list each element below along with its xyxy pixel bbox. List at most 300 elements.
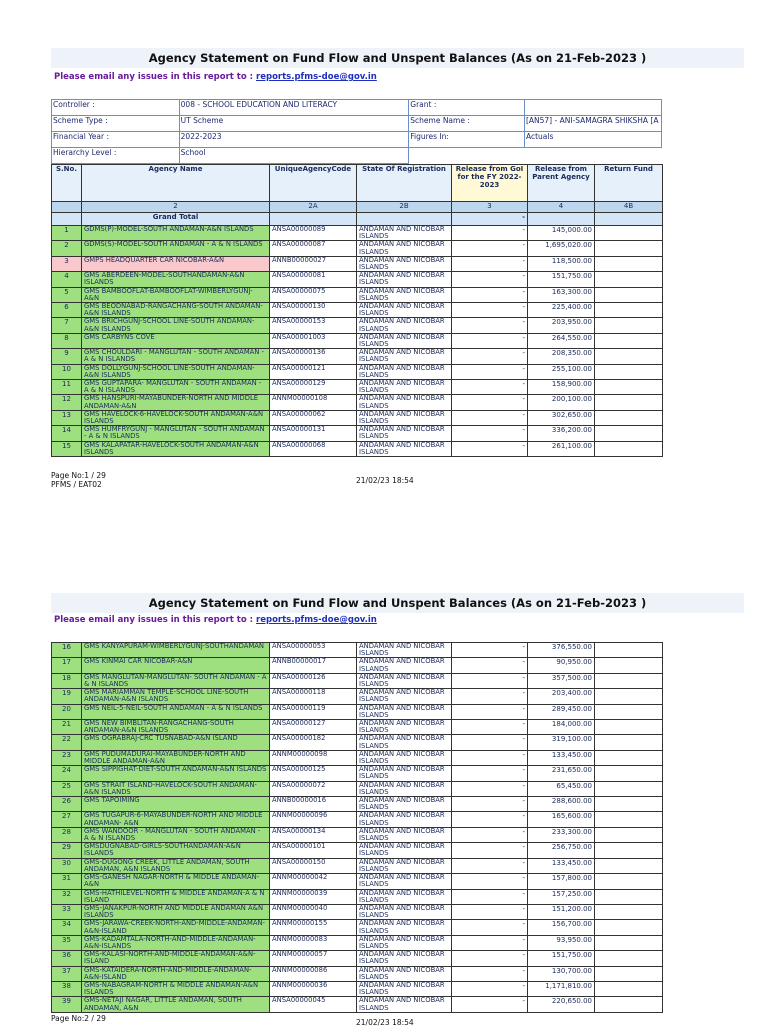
report-datetime: 21/02/23 18:54 (356, 476, 414, 485)
row-return-fund (595, 735, 663, 750)
row-sno: 21 (52, 720, 82, 735)
row-agency-name: GMS SIPPIGHAT-DIET-SOUTH ANDAMAN-A&N ISLANDS (82, 766, 270, 781)
row-return-fund (595, 256, 663, 271)
row-agency-code: ANNM00000036 (270, 981, 357, 996)
table-row (52, 812, 663, 827)
total-return (595, 213, 663, 226)
row-agency-name: GMS KALAPATAR-HAVELOCK-SOUTH ANDAMAN-A&N ISLANDS (82, 441, 270, 456)
page-number: Page No:2 / 29 (51, 1014, 106, 1023)
row-return-fund (595, 889, 663, 904)
row-agency-name: GMS-JANAKPUR-NORTH AND MIDDLE ANDAMAN A&N ISLANDS (82, 904, 270, 919)
row-state: ANDAMAN AND NICOBAR ISLANDS (357, 380, 452, 395)
row-release-parent: 133,450.00 (528, 750, 595, 765)
row-return-fund (595, 441, 663, 456)
row-agency-code: ANNM00000155 (270, 920, 357, 935)
colnum-agency: 2 (82, 202, 270, 213)
table-row (52, 643, 663, 658)
row-return-fund (595, 241, 663, 256)
row-state: ANDAMAN AND NICOBAR ISLANDS (357, 658, 452, 673)
row-agency-code: ANSA00000136 (270, 349, 357, 364)
row-release-parent: 319,100.00 (528, 735, 595, 750)
row-agency-code: ANSA00000118 (270, 689, 357, 704)
row-release-goi: - (452, 951, 528, 966)
row-release-goi: - (452, 843, 528, 858)
email-link[interactable]: reports.pfms-doe@gov.in (256, 72, 377, 82)
row-release-goi: - (452, 349, 528, 364)
row-release-parent: 130,700.00 (528, 966, 595, 981)
row-release-goi: - (452, 643, 528, 658)
row-sno: 3 (52, 256, 82, 271)
table-row (52, 858, 663, 873)
row-release-parent: 225,400.00 (528, 303, 595, 318)
row-agency-name: GMS PUDUMADURAI-MAYABUNDER-NORTH AND MIDDLE ANDAMAN-A&N (82, 750, 270, 765)
row-release-parent: 261,100.00 (528, 441, 595, 456)
row-state: ANDAMAN AND NICOBAR ISLANDS (357, 364, 452, 379)
row-release-parent: 1,171,810.00 (528, 981, 595, 996)
row-agency-name: GMS-NABAGRAM-NORTH & MIDDLE ANDAMAN-A&N ISLANDS (82, 981, 270, 996)
row-release-parent: 1,695,020.00 (528, 241, 595, 256)
row-state: ANDAMAN AND NICOBAR ISLANDS (357, 827, 452, 842)
row-release-parent: 255,100.00 (528, 364, 595, 379)
row-release-goi: - (452, 318, 528, 333)
row-return-fund (595, 766, 663, 781)
scheme-name-value: [AN57] - ANI-SAMAGRA SHIKSHA [A (524, 116, 661, 132)
report-title: Agency Statement on Fund Flow and Unspent Balances (As on 21-Feb-2023 ) (51, 48, 744, 68)
row-release-goi: - (452, 410, 528, 425)
row-release-goi: - (452, 935, 528, 950)
row-state: ANDAMAN AND NICOBAR ISLANDS (357, 333, 452, 348)
row-agency-code: ANSA00000129 (270, 380, 357, 395)
report-header-table (51, 99, 662, 164)
row-release-parent: 203,400.00 (528, 689, 595, 704)
table-row (52, 920, 663, 935)
row-return-fund (595, 658, 663, 673)
table-row (52, 735, 663, 750)
row-release-parent: 145,000.00 (528, 226, 595, 241)
row-release-goi: - (452, 904, 528, 919)
row-sno: 36 (52, 951, 82, 966)
table-row (52, 827, 663, 842)
row-return-fund (595, 380, 663, 395)
row-agency-code: ANNB00000017 (270, 658, 357, 673)
table-row (52, 689, 663, 704)
row-agency-name: GDMS(S)-MODEL-SOUTH ANDAMAN - A & N ISLANDS (82, 241, 270, 256)
header-spacer (409, 148, 525, 164)
row-agency-name: GMPS HEADQUARTER CAR NICOBAR-A&N (82, 256, 270, 271)
row-release-parent: 184,000.00 (528, 720, 595, 735)
row-agency-code: ANSA00000072 (270, 781, 357, 796)
row-return-fund (595, 364, 663, 379)
row-release-parent: 151,200.00 (528, 904, 595, 919)
table-row (52, 951, 663, 966)
row-return-fund (595, 226, 663, 241)
row-agency-name: GMS KANYAPURAM-WIMBERLYGUNJ-SOUTHANDAMAN (82, 643, 270, 658)
row-agency-code: ANNB00000027 (270, 256, 357, 271)
table-row (52, 441, 663, 456)
row-agency-name: GMS ABERDEEN-MODEL-SOUTHANDAMAN-A&N ISLANDS (82, 272, 270, 287)
row-return-fund (595, 689, 663, 704)
table-row (52, 797, 663, 812)
table-row (52, 287, 663, 302)
row-sno: 7 (52, 318, 82, 333)
row-agency-name: GMS-KALASI-NORTH-AND-MIDDLE-ANDAMAN-A&N-ISLAND (82, 951, 270, 966)
row-agency-code: ANNM00000108 (270, 395, 357, 410)
row-agency-code: ANNM00000098 (270, 750, 357, 765)
fy-value: 2022-2023 (179, 132, 409, 148)
row-release-parent: 133,450.00 (528, 858, 595, 873)
hierarchy-label: Hierarchy Level : (52, 148, 180, 164)
row-return-fund (595, 812, 663, 827)
table-row (52, 364, 663, 379)
row-agency-code: ANSA00000081 (270, 272, 357, 287)
row-agency-code: ANSA00000101 (270, 843, 357, 858)
row-agency-name: GMS TUGAPUR-6-MAYABUNDER-NORTH AND MIDDLE ANDAMAN- A&N (82, 812, 270, 827)
row-sno: 38 (52, 981, 82, 996)
total-code (270, 213, 357, 226)
colnum-sno (52, 202, 82, 213)
row-agency-code: ANSA00000075 (270, 287, 357, 302)
scheme-type-label: Scheme Type : (52, 116, 180, 132)
col-release-goi: Release from GoI for the FY 2022-2023 (452, 165, 528, 202)
table-row (52, 904, 663, 919)
figures-label: Figures In: (409, 132, 525, 148)
row-release-goi: - (452, 287, 528, 302)
row-sno: 2 (52, 241, 82, 256)
row-agency-name: GMS-JARAWA-CREEK-NORTH-AND-MIDDLE-ANDAMAN-A&N-ISLAND (82, 920, 270, 935)
row-sno: 4 (52, 272, 82, 287)
row-agency-name: GMS HANSPURI-MAYABUNDER-NORTH AND MIDDLE ANDAMAN-A&N (82, 395, 270, 410)
row-state: ANDAMAN AND NICOBAR ISLANDS (357, 720, 452, 735)
row-release-goi: - (452, 272, 528, 287)
row-release-parent: 220,650.00 (528, 997, 595, 1012)
email-link[interactable]: reports.pfms-doe@gov.in (256, 615, 377, 625)
row-return-fund (595, 966, 663, 981)
row-agency-code: ANSA00000087 (270, 241, 357, 256)
row-state: ANDAMAN AND NICOBAR ISLANDS (357, 349, 452, 364)
row-sno: 34 (52, 920, 82, 935)
row-agency-name: GMS CARBYNS COVE (82, 333, 270, 348)
table-row (52, 380, 663, 395)
row-release-goi: - (452, 256, 528, 271)
table-row (52, 395, 663, 410)
row-sno: 1 (52, 226, 82, 241)
row-agency-code: ANSA00000127 (270, 720, 357, 735)
row-state: ANDAMAN AND NICOBAR ISLANDS (357, 441, 452, 456)
row-release-parent: 264,550.00 (528, 333, 595, 348)
table-row (52, 303, 663, 318)
report-datetime: 21/02/23 18:54 (356, 1018, 414, 1027)
col-agency-code: UniqueAgencyCode (270, 165, 357, 202)
figures-value: Actuals (524, 132, 661, 148)
colnum-goi: 3 (452, 202, 528, 213)
row-sno: 22 (52, 735, 82, 750)
row-state: ANDAMAN AND NICOBAR ISLANDS (357, 226, 452, 241)
row-state: ANDAMAN AND NICOBAR ISLANDS (357, 889, 452, 904)
row-sno: 31 (52, 874, 82, 889)
row-return-fund (595, 951, 663, 966)
row-return-fund (595, 720, 663, 735)
row-release-parent: 357,500.00 (528, 673, 595, 688)
row-release-goi: - (452, 395, 528, 410)
row-sno: 9 (52, 349, 82, 364)
row-sno: 8 (52, 333, 82, 348)
table-row (52, 256, 663, 271)
row-agency-code: ANNB00000016 (270, 797, 357, 812)
row-release-goi: - (452, 226, 528, 241)
grant-value (524, 100, 661, 116)
total-parent (528, 213, 595, 226)
row-return-fund (595, 318, 663, 333)
col-agency-name: Agency Name (82, 165, 270, 202)
row-return-fund (595, 797, 663, 812)
row-release-parent: 336,200.00 (528, 426, 595, 441)
row-sno: 24 (52, 766, 82, 781)
row-agency-name: GMS CHOULDARI - MANGLUTAN - SOUTH ANDAMAN - A & N ISLANDS (82, 349, 270, 364)
row-release-parent: 156,700.00 (528, 920, 595, 935)
row-release-parent: 208,350.00 (528, 349, 595, 364)
row-state: ANDAMAN AND NICOBAR ISLANDS (357, 874, 452, 889)
row-sno: 32 (52, 889, 82, 904)
table-row (52, 349, 663, 364)
row-state: ANDAMAN AND NICOBAR ISLANDS (357, 689, 452, 704)
row-sno: 30 (52, 858, 82, 873)
row-sno: 15 (52, 441, 82, 456)
row-state: ANDAMAN AND NICOBAR ISLANDS (357, 318, 452, 333)
row-state: ANDAMAN AND NICOBAR ISLANDS (357, 426, 452, 441)
row-return-fund (595, 673, 663, 688)
table-row (52, 426, 663, 441)
row-sno: 26 (52, 797, 82, 812)
scheme-type-value: UT Scheme (179, 116, 409, 132)
row-release-parent: 158,900.00 (528, 380, 595, 395)
row-sno: 10 (52, 364, 82, 379)
row-sno: 25 (52, 781, 82, 796)
row-release-parent: 376,550.00 (528, 643, 595, 658)
row-sno: 5 (52, 287, 82, 302)
col-return-fund: Return Fund (595, 165, 663, 202)
table-row (52, 981, 663, 996)
row-state: ANDAMAN AND NICOBAR ISLANDS (357, 750, 452, 765)
row-state: ANDAMAN AND NICOBAR ISLANDS (357, 287, 452, 302)
row-agency-name: GMS BRICHGUNJ-SCHOOL LINE-SOUTH ANDAMAN-A&N ISLANDS (82, 318, 270, 333)
row-release-goi: - (452, 997, 528, 1012)
grant-label: Grant : (409, 100, 525, 116)
row-agency-code: ANSA00000134 (270, 827, 357, 842)
row-agency-name: GMS OGRABRAJ-CRC TUSNABAD-A&N ISLAND (82, 735, 270, 750)
row-return-fund (595, 858, 663, 873)
hierarchy-value: School (179, 148, 409, 164)
table-row (52, 704, 663, 719)
row-agency-name: GMS-KATAIDERA-NORTH-AND-MIDDLE-ANDAMAN-A&N-ISLAND (82, 966, 270, 981)
row-release-parent: 65,450.00 (528, 781, 595, 796)
row-return-fund (595, 920, 663, 935)
row-agency-code: ANNM00000083 (270, 935, 357, 950)
row-agency-code: ANSA00000053 (270, 643, 357, 658)
row-release-goi: - (452, 966, 528, 981)
row-agency-name: GMS-GANESH NAGAR-NORTH & MIDDLE ANDAMAN-A&N (82, 874, 270, 889)
row-state: ANDAMAN AND NICOBAR ISLANDS (357, 966, 452, 981)
row-state: ANDAMAN AND NICOBAR ISLANDS (357, 904, 452, 919)
row-release-goi: - (452, 673, 528, 688)
row-state: ANDAMAN AND NICOBAR ISLANDS (357, 981, 452, 996)
row-release-goi: - (452, 750, 528, 765)
col-state: State Of Registration (357, 165, 452, 202)
row-agency-code: ANNM00000096 (270, 812, 357, 827)
row-agency-name: GMSDUGNABAD-GIRLS-SOUTHANDAMAN-A&N ISLANDS (82, 843, 270, 858)
row-return-fund (595, 874, 663, 889)
row-agency-code: ANSA00000089 (270, 226, 357, 241)
table-row (52, 750, 663, 765)
row-release-parent: 288,600.00 (528, 797, 595, 812)
fund-flow-table-page-1 (51, 164, 663, 457)
row-release-goi: - (452, 920, 528, 935)
table-row (52, 333, 663, 348)
table-row (52, 781, 663, 796)
row-agency-code: ANSA00000153 (270, 318, 357, 333)
row-agency-name: GMS GUPTAPARA- MANGLUTAN - SOUTH ANDAMAN - A & N ISLANDS (82, 380, 270, 395)
row-state: ANDAMAN AND NICOBAR ISLANDS (357, 843, 452, 858)
row-release-parent: 118,500.00 (528, 256, 595, 271)
row-release-goi: - (452, 364, 528, 379)
row-release-parent: 157,250.00 (528, 889, 595, 904)
row-release-parent: 256,750.00 (528, 843, 595, 858)
row-release-parent: 157,800.00 (528, 874, 595, 889)
row-release-goi: - (452, 858, 528, 873)
colnum-code: 2A (270, 202, 357, 213)
row-agency-name: GMS-NETAJI NAGAR, LITTLE ANDAMAN, SOUTH ANDAMAN, A&N (82, 997, 270, 1012)
table-row (52, 318, 663, 333)
row-agency-code: ANNM00000040 (270, 904, 357, 919)
row-release-goi: - (452, 827, 528, 842)
table-row (52, 874, 663, 889)
row-return-fund (595, 272, 663, 287)
row-agency-name: GMS HAVELOCK-6-HAVELOCK-SOUTH ANDAMAN-A&N ISLANDS (82, 410, 270, 425)
row-release-goi: - (452, 658, 528, 673)
row-agency-code: ANNM00000086 (270, 966, 357, 981)
row-release-goi: - (452, 426, 528, 441)
row-state: ANDAMAN AND NICOBAR ISLANDS (357, 735, 452, 750)
row-sno: 33 (52, 904, 82, 919)
row-agency-code: ANSA00000045 (270, 997, 357, 1012)
row-agency-code: ANNM00000039 (270, 889, 357, 904)
row-state: ANDAMAN AND NICOBAR ISLANDS (357, 272, 452, 287)
email-note (54, 72, 377, 82)
row-release-goi: - (452, 781, 528, 796)
col-sno: S.No. (52, 165, 82, 202)
row-release-goi: - (452, 441, 528, 456)
row-agency-code: ANSA00000125 (270, 766, 357, 781)
row-sno: 39 (52, 997, 82, 1012)
row-return-fund (595, 997, 663, 1012)
row-sno: 37 (52, 966, 82, 981)
row-state: ANDAMAN AND NICOBAR ISLANDS (357, 673, 452, 688)
row-release-goi: - (452, 333, 528, 348)
row-return-fund (595, 333, 663, 348)
row-return-fund (595, 643, 663, 658)
row-agency-code: ANSA00000119 (270, 704, 357, 719)
row-state: ANDAMAN AND NICOBAR ISLANDS (357, 766, 452, 781)
table-row (52, 410, 663, 425)
row-agency-name: GMS-DUGONG CREEK, LITTLE ANDAMAN, SOUTH ANDAMAN, A&N ISLANDS (82, 858, 270, 873)
page-number: Page No:1 / 29 (51, 471, 106, 480)
table-row (52, 766, 663, 781)
table-row (52, 272, 663, 287)
row-state: ANDAMAN AND NICOBAR ISLANDS (357, 797, 452, 812)
row-release-parent: 151,750.00 (528, 272, 595, 287)
row-release-parent: 90,950.00 (528, 658, 595, 673)
email-note (54, 615, 377, 625)
row-release-goi: - (452, 241, 528, 256)
row-agency-name: GMS STRAIT ISLAND-HAVELOCK-SOUTH ANDAMAN-A&N ISLANDS (82, 781, 270, 796)
row-state: ANDAMAN AND NICOBAR ISLANDS (357, 256, 452, 271)
row-return-fund (595, 395, 663, 410)
row-sno: 14 (52, 426, 82, 441)
row-sno: 28 (52, 827, 82, 842)
row-sno: 20 (52, 704, 82, 719)
table-row (52, 935, 663, 950)
row-return-fund (595, 426, 663, 441)
row-agency-name: GMS BAMBOOFLAT-BAMBOOFLAT-WIMBERLYGUNJ-A&N (82, 287, 270, 302)
row-agency-name: GDMS(P)-MODEL-SOUTH ANDAMAN-A&N ISLANDS (82, 226, 270, 241)
row-release-parent: 200,100.00 (528, 395, 595, 410)
row-agency-code: ANSA00000182 (270, 735, 357, 750)
table-row (52, 658, 663, 673)
row-agency-name: GMS TAPOIMING (82, 797, 270, 812)
controller-label: Controller : (52, 100, 180, 116)
row-state: ANDAMAN AND NICOBAR ISLANDS (357, 781, 452, 796)
table-row (52, 843, 663, 858)
row-state: ANDAMAN AND NICOBAR ISLANDS (357, 997, 452, 1012)
row-release-goi: - (452, 766, 528, 781)
row-release-parent: 165,600.00 (528, 812, 595, 827)
row-agency-name: GMS MANGLUTAN-MANGLUTAN- SOUTH ANDAMAN - A & N ISLANDS (82, 673, 270, 688)
row-agency-code: ANSA00000121 (270, 364, 357, 379)
row-agency-name: GMS NEW BIMBLITAN-RANGACHANG-SOUTH ANDAMAN-A&N ISLANDS (82, 720, 270, 735)
controller-value: 008 - SCHOOL EDUCATION AND LITERACY (179, 100, 409, 116)
row-release-goi: - (452, 689, 528, 704)
row-agency-code: ANSA00000131 (270, 426, 357, 441)
row-agency-code: ANNM00000057 (270, 951, 357, 966)
row-state: ANDAMAN AND NICOBAR ISLANDS (357, 951, 452, 966)
email-note-text: Please email any issues in this report to : (54, 72, 254, 82)
row-agency-name: GMS NEIL-5-NEIL-SOUTH ANDAMAN - A & N ISLANDS (82, 704, 270, 719)
row-release-parent: 203,950.00 (528, 318, 595, 333)
row-return-fund (595, 349, 663, 364)
row-return-fund (595, 704, 663, 719)
row-release-goi: - (452, 303, 528, 318)
row-sno: 27 (52, 812, 82, 827)
row-agency-code: ANSA00000150 (270, 858, 357, 873)
table-row (52, 720, 663, 735)
col-release-parent: Release from Parent Agency (528, 165, 595, 202)
row-agency-name: GMS-HATHILEVEL-NORTH & MIDDLE ANDAMAN-A & N ISLAND (82, 889, 270, 904)
row-release-parent: 151,750.00 (528, 951, 595, 966)
row-agency-name: GMS MARIAMMAN TEMPLE-SCHOOL LINE-SOUTH ANDAMAN-A&N ISLANDS (82, 689, 270, 704)
row-sno: 23 (52, 750, 82, 765)
row-state: ANDAMAN AND NICOBAR ISLANDS (357, 704, 452, 719)
row-state: ANDAMAN AND NICOBAR ISLANDS (357, 935, 452, 950)
row-return-fund (595, 781, 663, 796)
row-sno: 18 (52, 673, 82, 688)
row-state: ANDAMAN AND NICOBAR ISLANDS (357, 410, 452, 425)
row-state: ANDAMAN AND NICOBAR ISLANDS (357, 858, 452, 873)
row-agency-name: GMS BEODNABAD-RANGACHANG-SOUTH ANDAMAN-A&N ISLANDS (82, 303, 270, 318)
row-release-parent: 289,450.00 (528, 704, 595, 719)
row-sno: 6 (52, 303, 82, 318)
row-sno: 13 (52, 410, 82, 425)
table-row (52, 966, 663, 981)
row-release-parent: 93,950.00 (528, 935, 595, 950)
